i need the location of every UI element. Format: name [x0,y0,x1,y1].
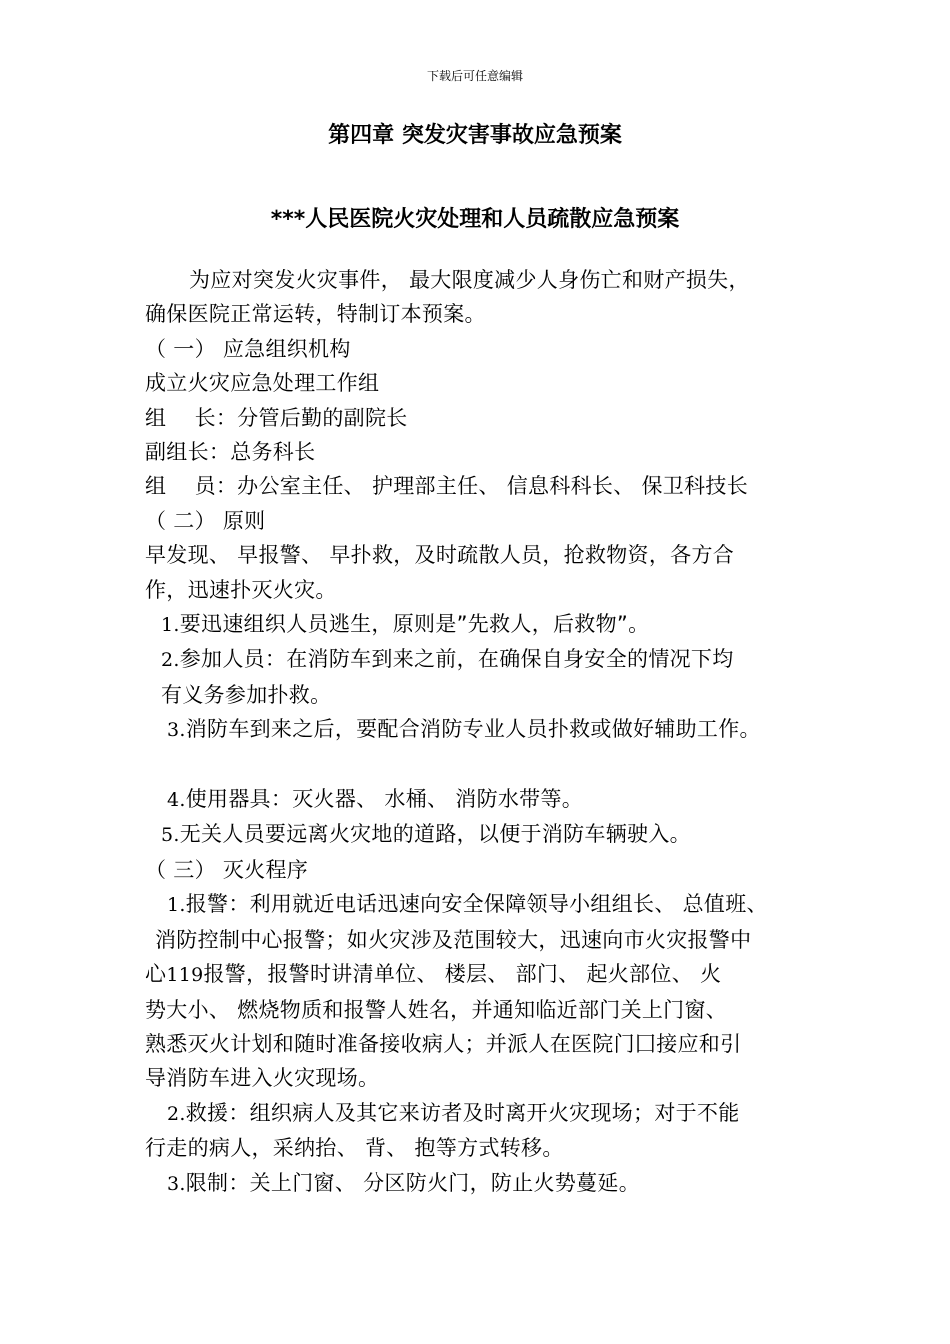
section-3-item-2 [145,1096,835,1131]
section-1-deputy: 副组长：总务科长 [145,440,316,465]
chapter-title: 第四章 突发灾害事故应急预案 [328,123,622,148]
item-number: 1. [161,614,180,637]
section-2-item-4 [145,782,835,817]
item-number: 2. [167,1102,186,1125]
item-number: 4. [167,789,186,812]
plan-title: ***人民医院火灾处理和人员疏散应急预案 [270,207,680,232]
item-text: 救援：组织病人及其它来访者及时离开火灾现场；对于不能 [185,1100,740,1125]
section-3-heading: （ 三） 灭火程序 [145,857,309,882]
blank-line [145,748,835,782]
section-2-heading: （ 二） 原则 [145,508,266,533]
item-text: 使用器具：灭火器、 水桶、 消防水带等。 [185,787,584,812]
item-text: 报警：利用就近电话迅速向安全保障领导小组组长、 总值班、 [185,892,768,917]
section-3-item-1-cont-1: 消防控制中心报警；如火灾涉及范围较大，迅速向市火灾报警中 [155,927,752,952]
section-2-item-3 [145,712,835,747]
intro-line-1: 为应对突发火灾事件， 最大限度减少人身伤亡和财产损失， [189,268,750,292]
header-note: 下载后可任意编辑 [426,69,523,83]
section-1-heading: （ 一） 应急组织机构 [145,336,351,361]
section-1-leader: 组 长：分管后勤的副院长 [145,405,408,430]
item-text: 消防车到来之后，要配合消防专业人员扑救或做好辅助工作。 [185,717,761,742]
section-3-item-2-cont: 行走的病人，采纳抬、 背、 抱等方式转移。 [145,1136,564,1161]
item-text: 参加人员：在消防车到来之前，在确保自身安全的情况下均 [179,647,734,672]
item-text: 无关人员要远离火灾地的道路，以便于消防车辆驶入。 [179,822,691,847]
section-3-item-1-cont-5: 导消防车进入火灾现场。 [145,1066,380,1091]
section-3-item-1 [145,887,835,922]
section-3-item-1-cont-2 [145,957,835,992]
section-2-principle-2: 作，迅速扑灭火灾。 [145,577,337,602]
item-number: 3. [167,719,186,742]
section-3-item-1-cont-4: 熟悉灭火计划和随时准备接收病人；并派人在医院门囗接应和引 [145,1031,742,1056]
section-3-item-3 [145,1166,835,1201]
section-2-item-1 [145,607,835,642]
section-1-members: 组 员：办公室主任、 护理部主任、 信息科科长、 保卫科技长 [145,474,748,499]
section-2-item-5 [145,817,835,852]
section-2-item-2-cont: 有义务参加扑救。 [161,682,332,707]
emergency-number: 119 [166,964,204,987]
item-number: 2. [161,649,180,672]
document-body [145,263,835,1201]
item-number: 1. [167,894,186,917]
item-text: 报警，报警时讲清单位、 楼层、 部门、 起火部位、 火 [203,962,722,987]
intro-line-2: 确保医院正常运转，特制订本预案。 [145,302,486,327]
section-1-group: 成立火灾应急处理工作组 [145,371,380,396]
item-number: 3. [167,1172,186,1195]
section-2-principle-1: 早发现、 早报警、 早扑救，及时疏散人员，抢救物资，各方合 [145,543,735,568]
section-2-item-2 [145,642,835,677]
item-text: 要迅速组织人员逃生，原则是”先救人，后救物”。 [179,612,650,637]
item-text: 心 [145,962,167,987]
item-number: 5. [161,824,180,847]
item-text: 限制：关上门窗、 分区防火门，防止火势蔓延。 [185,1170,641,1195]
section-3-item-1-cont-3: 势大小、 燃烧物质和报警人姓名，并通知临近部门关上门窗、 [145,997,728,1022]
